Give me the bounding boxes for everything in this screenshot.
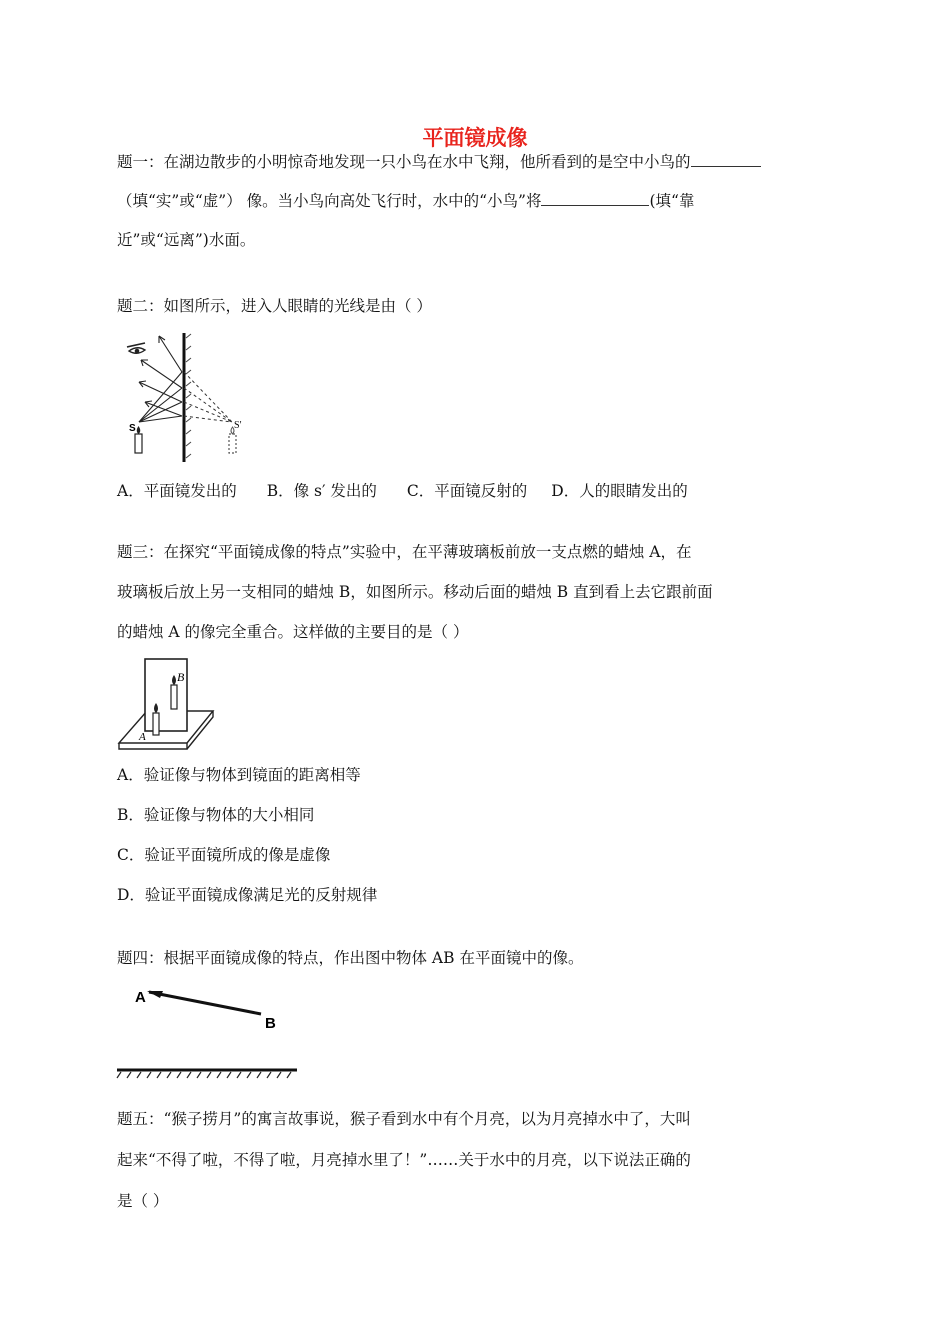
label-s: S — [129, 423, 136, 434]
reflected-rays — [139, 336, 182, 416]
q2-option-a[interactable]: A．平面镜发出的 — [117, 482, 237, 500]
q3-option-c[interactable]: C．验证平面镜所成的像是虚像 — [117, 846, 331, 864]
q1-text-1: 题一：在湖边散步的小明惊奇地发现一只小鸟在水中飞翔，他所看到的是空中小鸟的 — [117, 153, 691, 171]
q2-option-d[interactable]: D．人的眼睛发出的 — [551, 482, 688, 500]
q5-line1: 题五：“猴子捞月”的寓言故事说，猴子看到水中有个月亮，以为月亮掉水中了，大叫 — [117, 1110, 691, 1128]
q3-line1: 题三：在探究“平面镜成像的特点”实验中，在平薄玻璃板前放一支点燃的蜡烛 A，在 — [117, 543, 692, 561]
q1-line2 — [117, 191, 837, 211]
q2-stem: 题二：如图所示，进入人眼睛的光线是由（ ） — [117, 297, 432, 315]
q1-line3: 近”或“远离”)水面。 — [117, 231, 256, 249]
label-a: A — [135, 989, 146, 1006]
label-s-prime: S′ — [234, 420, 242, 431]
q1-blank-1[interactable] — [691, 152, 761, 167]
q3-glass-plate-figure — [115, 655, 220, 755]
q2-option-b[interactable]: B．像 s′ 发出的 — [266, 482, 377, 500]
q3-line2: 玻璃板后放上另一支相同的蜡烛 B，如图所示。移动后面的蜡烛 B 直到看上去它跟前面 — [117, 583, 713, 601]
q5-line2: 起来“不得了啦，不得了啦，月亮掉水里了！”……关于水中的月亮，以下说法正确的 — [117, 1151, 691, 1169]
candle-s-icon — [135, 426, 142, 453]
q1-blank-2[interactable] — [541, 191, 649, 206]
q2-mirror-figure — [115, 330, 255, 465]
label-a: A — [139, 731, 146, 743]
object-ab-arrow — [149, 992, 261, 1014]
q3-option-a[interactable]: A．验证像与物体到镜面的距离相等 — [117, 766, 361, 784]
label-b: B — [265, 1015, 276, 1032]
virtual-rays — [184, 372, 232, 422]
page-title: 平面镜成像 — [422, 126, 528, 150]
q1-line1 — [117, 152, 837, 172]
incident-rays — [139, 372, 182, 422]
q1-text-2b: (填“靠 — [649, 192, 695, 210]
q2-option-c[interactable]: C．平面镜反射的 — [406, 482, 528, 500]
q4-object-figure — [115, 980, 300, 1080]
q3-line3: 的蜡烛 A 的像完全重合。这样做的主要目的是（ ） — [117, 623, 469, 641]
q3-option-d[interactable]: D．验证平面镜成像满足光的反射规律 — [117, 886, 378, 904]
q4-stem: 题四：根据平面镜成像的特点，作出图中物体 AB 在平面镜中的像。 — [117, 949, 584, 967]
q1-text-2a: （填“实”或“虚”） 像。当小鸟向高处飞行时，水中的“小鸟”将 — [117, 192, 542, 210]
eye-icon — [127, 343, 145, 353]
label-b: B — [177, 670, 185, 684]
q5-line3: 是（ ） — [117, 1192, 169, 1210]
q2-options — [117, 481, 837, 501]
q3-option-b[interactable]: B．验证像与物体的大小相同 — [117, 806, 315, 824]
